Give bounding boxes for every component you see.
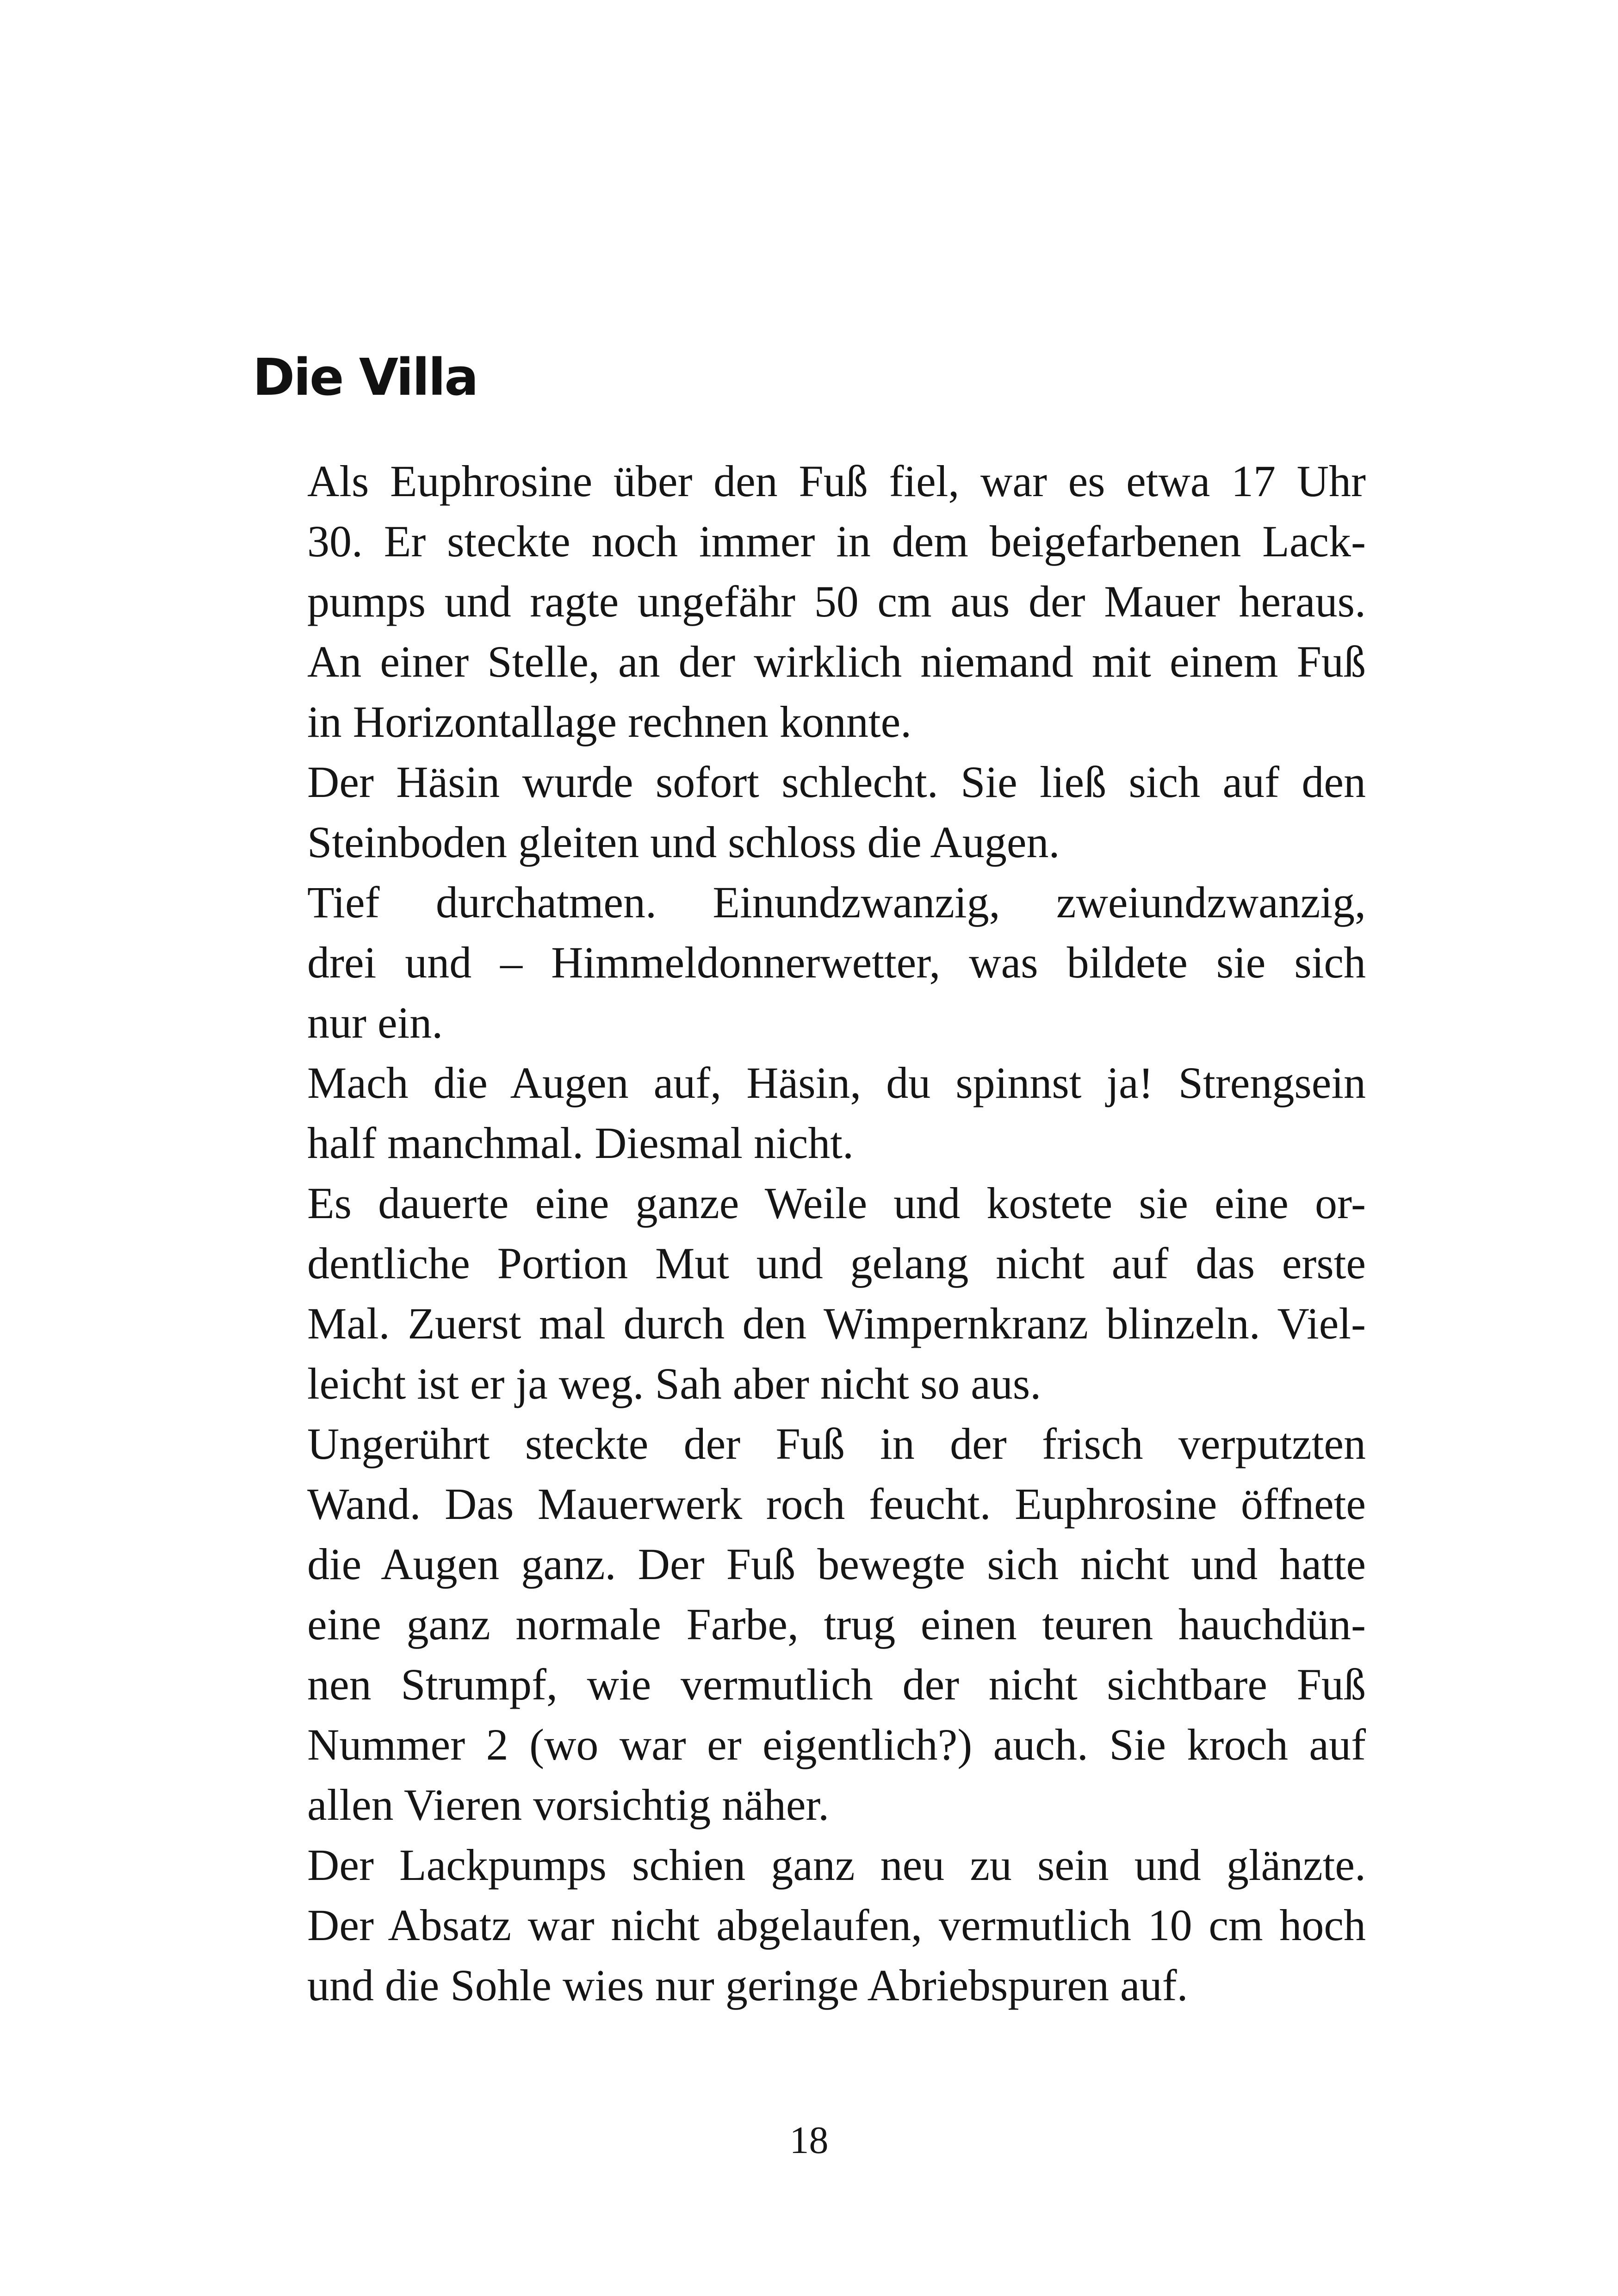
text-line: pumps und ragte ungefähr 50 cm aus der Mauer heraus. — [307, 577, 1366, 626]
text-line: Mach die Augen auf, Häsin, du spinnst ja! Strengsein — [307, 1058, 1366, 1108]
text-line: Der Lackpumps schien ganz neu zu sein und glänzte. — [307, 1840, 1366, 1890]
paragraph-3 — [253, 872, 1366, 1053]
text-line: An einer Stelle, an der wirklich niemand mit einem Fuß — [307, 637, 1366, 686]
text-line: in Horizontallage rechnen konnte. — [307, 697, 912, 747]
text-line: die Augen ganz. Der Fuß bewegte sich nicht und hatte — [307, 1539, 1366, 1589]
text-line: Mal. Zuerst mal durch den Wimpernkranz blinzeln. Viel- — [307, 1299, 1366, 1348]
paragraph-5 — [253, 1173, 1366, 1414]
paragraph-1 — [253, 451, 1366, 752]
text-line: nur ein. — [307, 998, 443, 1047]
text-line: Wand. Das Mauerwerk roch feucht. Euphrosine öffnete — [307, 1479, 1366, 1529]
paragraph-2 — [253, 752, 1366, 872]
text-line: Der Absatz war nicht abgelaufen, vermutlich 10 cm hoch — [307, 1900, 1366, 1950]
paragraph-6 — [253, 1414, 1366, 1835]
text-line: Als Euphrosine über den Fuß fiel, war es etwa 17 Uhr — [307, 456, 1366, 506]
text-line: Steinboden gleiten und schloss die Augen. — [307, 817, 1060, 867]
text-line: allen Vieren vorsichtig näher. — [307, 1780, 830, 1829]
text-line: 30. Er steckte noch immer in dem beigefarbenen Lack- — [307, 516, 1366, 566]
text-line: dentliche Portion Mut und gelang nicht auf das erste — [307, 1238, 1366, 1288]
text-line: und die Sohle wies nur geringe Abriebspuren auf. — [307, 1960, 1188, 2010]
text-line: leicht ist er ja weg. Sah aber nicht so aus. — [307, 1359, 1041, 1408]
text-line: nen Strumpf, wie vermutlich der nicht sichtbare Fuß — [307, 1660, 1366, 1709]
text-line: half manchmal. Diesmal nicht. — [307, 1118, 854, 1168]
chapter-body — [253, 451, 1366, 2016]
chapter-title: Die Villa — [253, 348, 477, 407]
text-line: Nummer 2 (wo war er eigentlich?) auch. Sie kroch auf — [307, 1720, 1366, 1769]
text-line: eine ganz normale Farbe, trug einen teuren hauchdün- — [307, 1599, 1366, 1649]
text-line: Ungerührt steckte der Fuß in der frisch verputzten — [307, 1419, 1366, 1468]
page-number: 18 — [789, 2119, 829, 2162]
text-line: drei und – Himmeldonnerwetter, was bildete sie sich — [307, 938, 1366, 987]
text-line: Tief durchatmen. Einundzwanzig, zweiundzwanzig, — [307, 877, 1366, 927]
text-line: Es dauerte eine ganze Weile und kostete sie eine or- — [307, 1178, 1366, 1228]
text-line: Der Häsin wurde sofort schlecht. Sie ließ sich auf den — [307, 757, 1366, 807]
paragraph-4 — [253, 1053, 1366, 1173]
paragraph-7 — [253, 1835, 1366, 2016]
